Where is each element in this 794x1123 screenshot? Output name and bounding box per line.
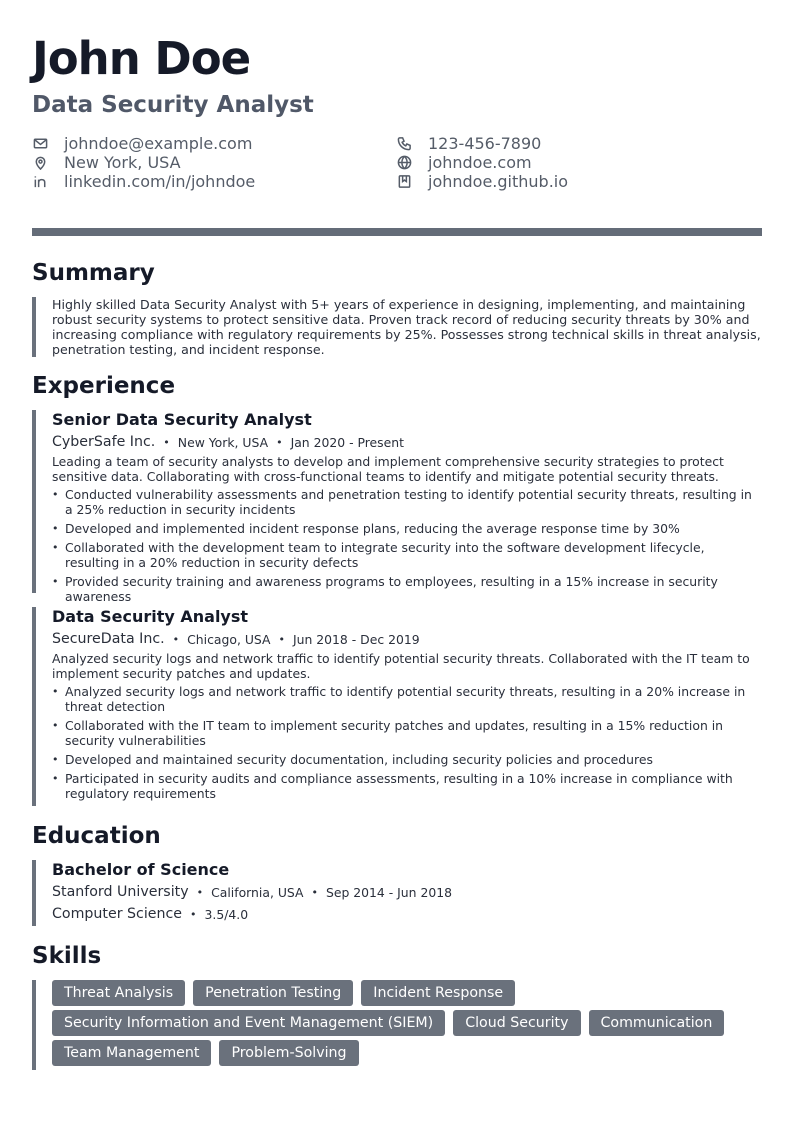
separator-dot: •	[172, 632, 180, 646]
education-entry	[32, 860, 452, 926]
contact-phone[interactable]	[396, 134, 541, 153]
job-entry	[32, 410, 762, 604]
skill-chip: Problem-Solving	[219, 1040, 358, 1066]
job-location: Chicago, USA	[187, 631, 271, 647]
contact-list	[32, 134, 762, 194]
job-dates: Jan 2020 - Present	[290, 434, 404, 450]
candidate-title: Data Security Analyst	[32, 92, 314, 118]
contact-location	[32, 153, 181, 172]
job-bullets	[52, 487, 762, 604]
candidate-name: John Doe	[32, 32, 251, 85]
mail-icon	[32, 135, 48, 151]
contact-website[interactable]	[396, 153, 532, 172]
education-meta	[52, 882, 452, 902]
job-description: Leading a team of security analysts to develop and implement comprehensive security strategies to protect sensitive data. Collaborating with cross-functional teams to identify and mitigate potential security threats.	[52, 454, 724, 484]
contact-github[interactable]	[396, 172, 568, 191]
skills-section	[32, 980, 762, 1070]
separator-dot: •	[278, 632, 285, 646]
job-title: Data Security Analyst	[52, 607, 249, 626]
job-bullets	[52, 684, 762, 801]
phone-icon	[396, 135, 412, 151]
job-meta	[52, 629, 762, 649]
job-meta	[52, 432, 762, 452]
location-pin-icon	[32, 154, 48, 170]
separator-dot: •	[311, 885, 318, 899]
header-divider	[32, 228, 762, 236]
contact-location-text: New York, USA	[64, 152, 181, 172]
summary-text: Highly skilled Data Security Analyst with 5+ years of experience in designing, implementing, and maintaining robust security systems to protect sensitive data. Proven track record of reducing security threats by 30% and increasing compliance with regulatory requirements by 25%. Possesses strong technical skills in threat analysis, penetration testing, and incident response.	[52, 297, 761, 357]
job-company: SecureData Inc.	[52, 631, 165, 647]
resume-header	[32, 32, 762, 194]
job-bullet: • Collaborated with the development team to integrate security into the software development lifecycle, resulting in a 20% reduction in security defects	[52, 540, 762, 570]
education-field: Computer Science	[52, 906, 183, 922]
contact-phone-text: 123-456-7890	[428, 133, 542, 153]
bookmark-icon	[396, 173, 412, 189]
job-bullet: • Conducted vulnerability assessments and penetration testing to identify potential security threats, resulting in a 25% reduction in security incidents	[52, 487, 762, 517]
education-dates: Sep 2014 - Jun 2018	[325, 884, 452, 900]
separator-dot: •	[276, 435, 283, 449]
contact-email-text: johndoe@example.com	[64, 133, 253, 153]
globe-icon	[396, 154, 412, 170]
skill-chip-list	[52, 980, 762, 1070]
linkedin-icon	[32, 173, 48, 189]
skill-chip: Security Information and Event Management (SIEM)	[52, 1010, 445, 1036]
job-location: New York, USA	[177, 434, 269, 450]
job-dates: Jun 2018 - Dec 2019	[292, 631, 420, 647]
separator-dot: •	[190, 907, 197, 921]
job-entry	[32, 607, 762, 806]
contact-email[interactable]	[32, 134, 252, 153]
separator-dot: •	[163, 435, 170, 449]
job-title: Senior Data Security Analyst	[52, 410, 312, 429]
job-bullet: • Analyzed security logs and network traffic to identify potential security threats, resulting in a 20% increase in threat detection	[52, 684, 762, 714]
job-bullet: • Developed and maintained security documentation, including security policies and procedures	[52, 752, 762, 767]
summary-heading: Summary	[32, 260, 155, 286]
contact-github-text: johndoe.github.io	[428, 171, 569, 191]
education-school: Stanford University	[52, 884, 189, 900]
job-bullet: • Participated in security audits and compliance assessments, resulting in a 10% increase in compliance with regulatory requirements	[52, 771, 762, 801]
experience-heading: Experience	[32, 373, 176, 399]
skill-chip: Incident Response	[361, 980, 515, 1006]
education-degree: Bachelor of Science	[52, 860, 230, 879]
contact-website-text: johndoe.com	[428, 152, 532, 172]
summary-section	[32, 297, 762, 357]
job-bullet: • Provided security training and awareness programs to employees, resulting in a 15% increase in security awareness	[52, 574, 762, 604]
job-bullet: • Developed and implemented incident response plans, reducing the average response time by 30%	[52, 521, 762, 536]
skill-chip: Communication	[589, 1010, 725, 1036]
skill-chip: Threat Analysis	[52, 980, 185, 1006]
skills-heading: Skills	[32, 943, 102, 969]
education-gpa: 3.5/4.0	[204, 906, 249, 922]
skill-chip: Cloud Security	[453, 1010, 580, 1036]
contact-linkedin[interactable]	[32, 172, 255, 191]
job-description: Analyzed security logs and network traffic to identify potential security threats. Collaborated with the IT team to implement security patches and updates.	[52, 651, 750, 681]
separator-dot: •	[196, 885, 204, 899]
job-company: CyberSafe Inc.	[52, 434, 156, 450]
education-location: California, USA	[211, 884, 304, 900]
skill-chip: Team Management	[52, 1040, 211, 1066]
contact-linkedin-text: linkedin.com/in/johndoe	[64, 171, 256, 191]
skill-chip: Penetration Testing	[193, 980, 353, 1006]
job-bullet: • Collaborated with the IT team to implement security patches and updates, resulting in a 15% reduction in security vulnerabilities	[52, 718, 762, 748]
education-heading: Education	[32, 823, 161, 849]
education-field-row	[52, 904, 452, 924]
